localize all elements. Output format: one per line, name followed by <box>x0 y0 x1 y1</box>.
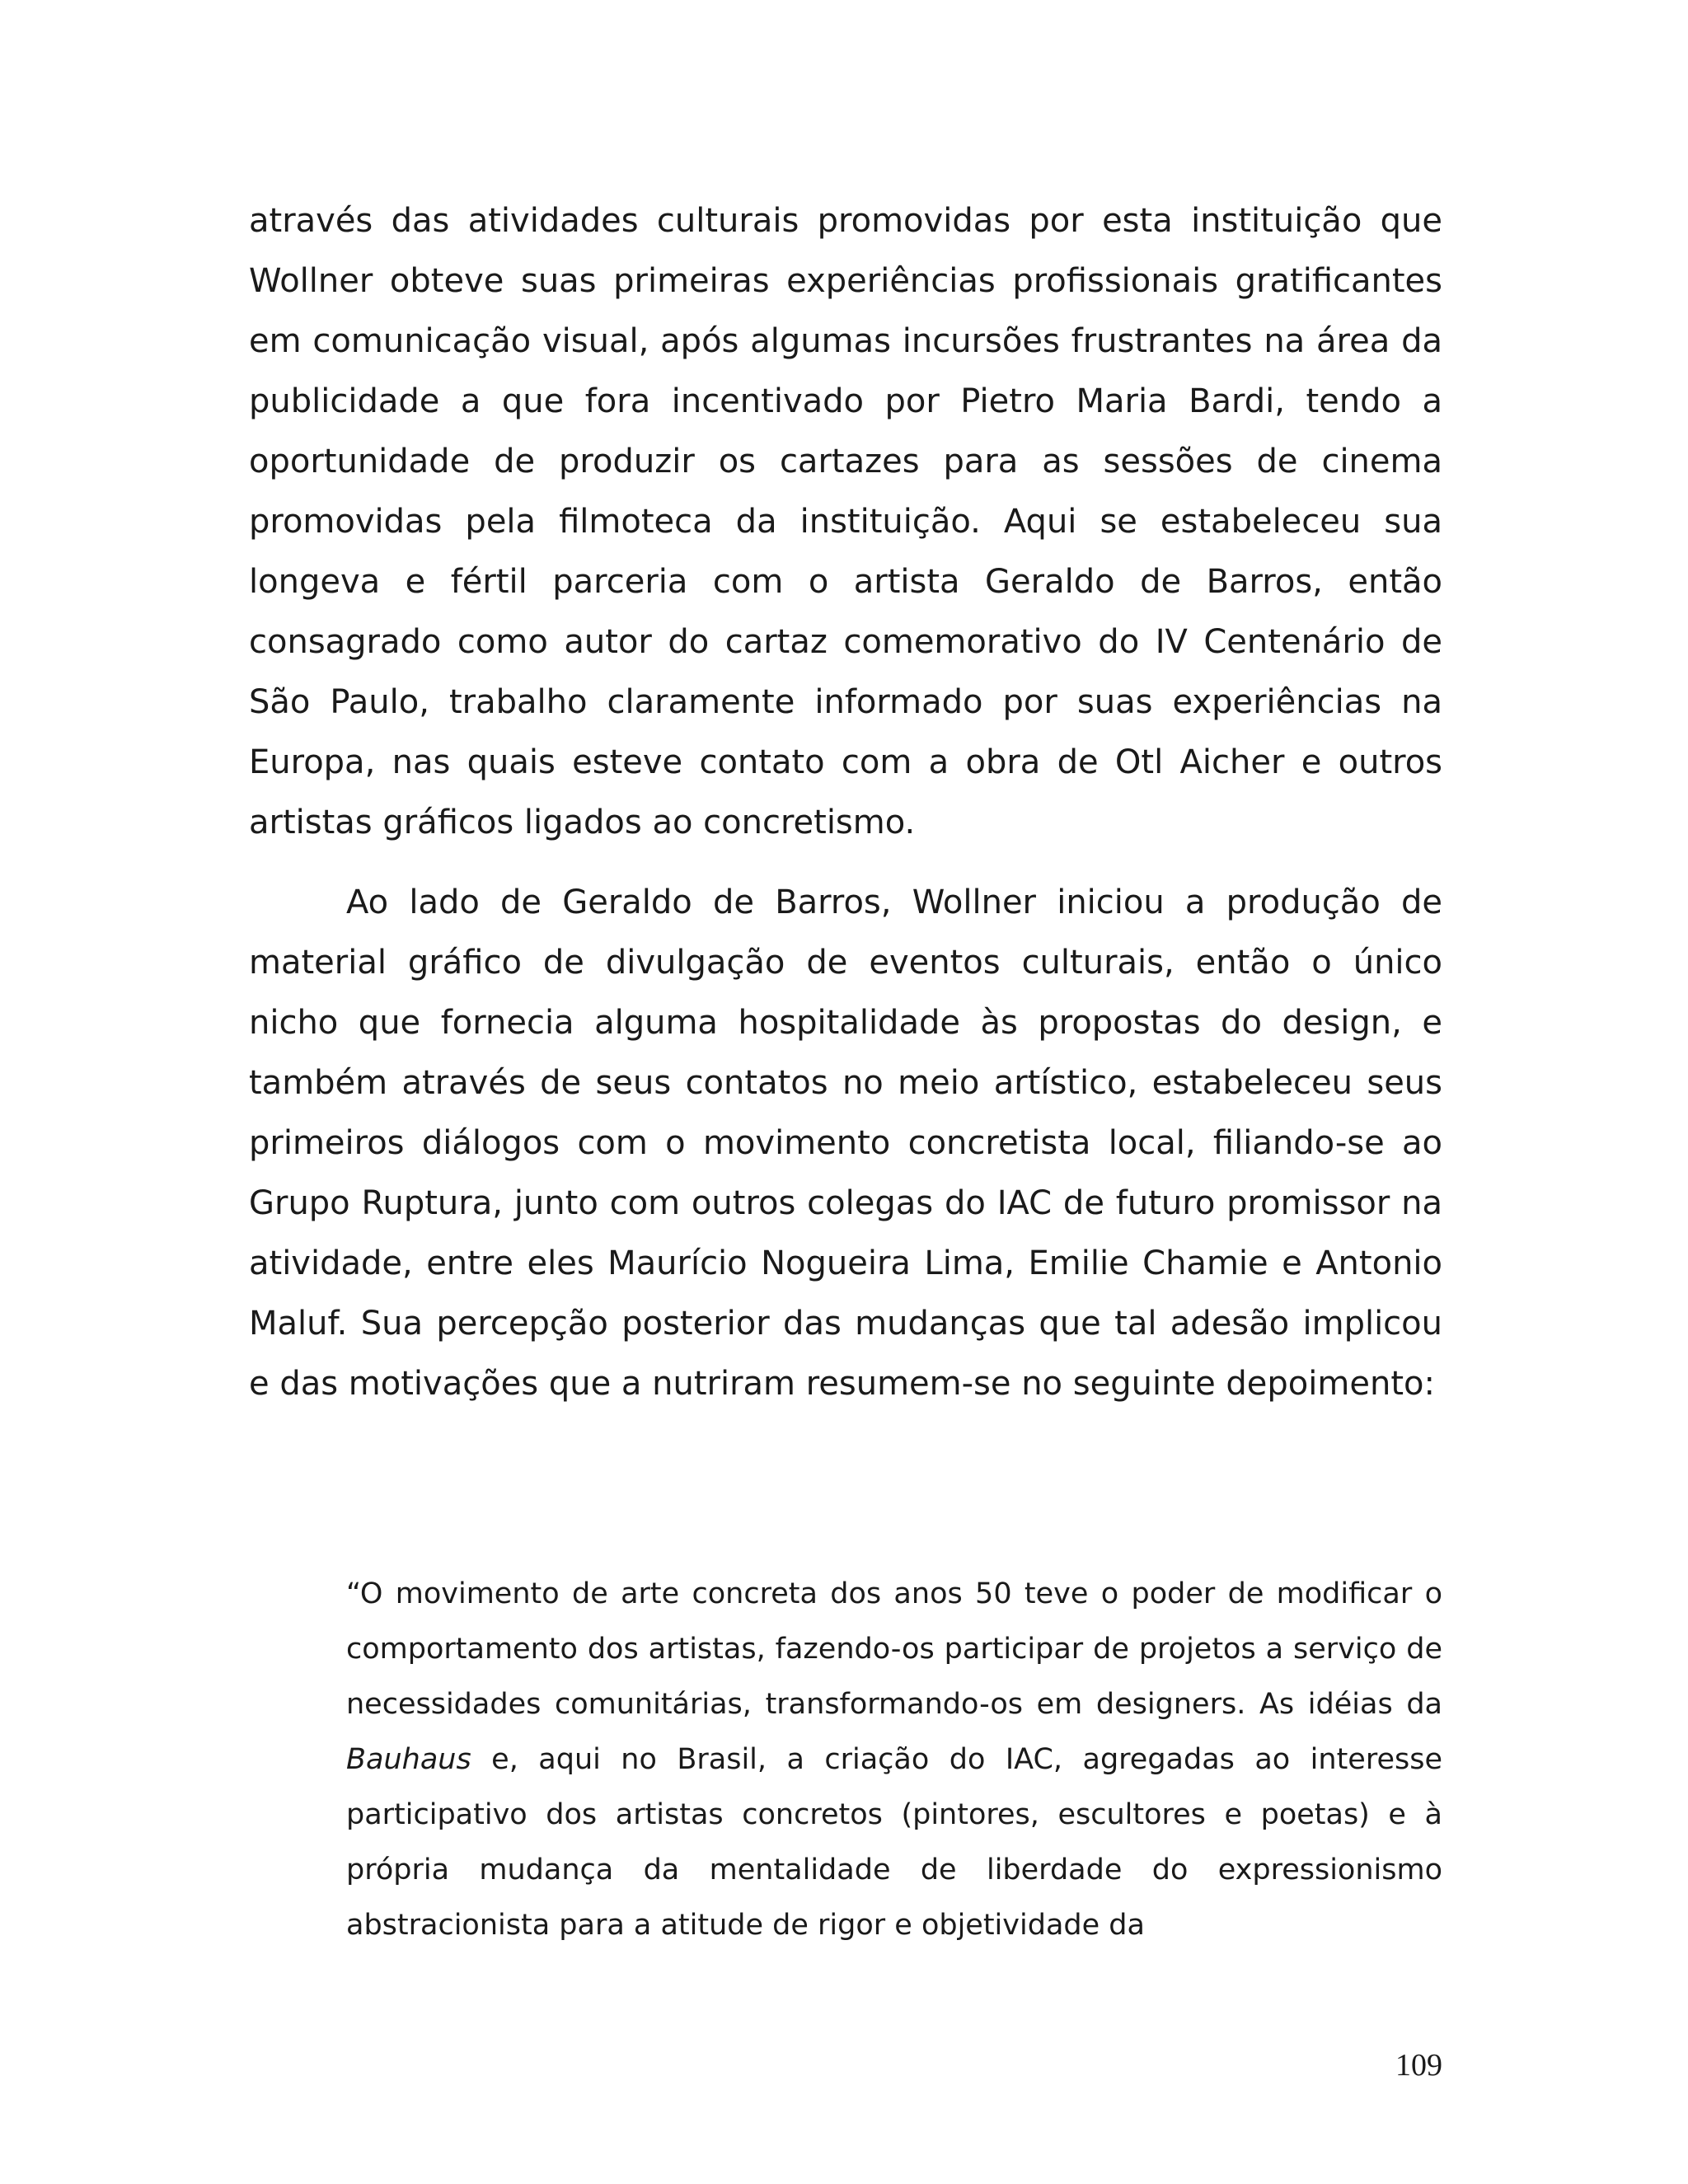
page-number: 109 <box>1395 2048 1442 2083</box>
body-paragraph-1: através das atividades culturais promovidas por esta instituição que Wollner obteve suas primeiras experiências profissionais gratificantes em comunicação visual, após algumas incursões frustrantes na área da publicidade a que fora incentivado por Pietro Maria Bardi, tendo a oportunidade de produzir os cartazes para as sessões de cinema promovidas pela filmoteca da instituição. Aqui se estabeleceu sua longeva e fértil parceria com o artista Geraldo de Barros, então consagrado como autor do cartaz comemorativo do IV Centenário de São Paulo, trabalho claramente informado por suas experiências na Europa, nas quais esteve contato com a obra de Otl Aicher e outros artistas gráficos ligados ao concretismo. <box>249 202 1442 841</box>
quote-italic-term: Bauhaus <box>346 1743 471 1776</box>
quote-text-start: “O movimento de arte concreta dos anos 50 teve o poder de modificar o comportamento dos artistas, fazendo-os participar de projetos a serviço de necessidades comunitárias, transformando-os em designers. As idéias da <box>346 1577 1442 1721</box>
block-quote <box>346 1567 1442 1953</box>
quote-text-end: e, aqui no Brasil, a criação do IAC, agregadas ao interesse participativo dos artistas concretos (pintores, escultores e poetas) e à própria mudança da mentalidade de liberdade do expressionismo abstracionista para a atitude de rigor e objetividade da <box>346 1743 1442 1942</box>
body-paragraph-2: Ao lado de Geraldo de Barros, Wollner iniciou a produção de material gráfico de divulgação de eventos culturais, então o único nicho que fornecia alguma hospitalidade às propostas do design, e também através de seus contatos no meio artístico, estabeleceu seus primeiros diálogos com o movimento concretista local, filiando-se ao Grupo Ruptura, junto com outros colegas do IAC de futuro promissor na atividade, entre eles Maurício Nogueira Lima, Emilie Chamie e Antonio Maluf. Sua percepção posterior das mudanças que tal adesão implicou e das motivações que a nutriram resumem-se no seguinte depoimento: <box>249 883 1442 1403</box>
